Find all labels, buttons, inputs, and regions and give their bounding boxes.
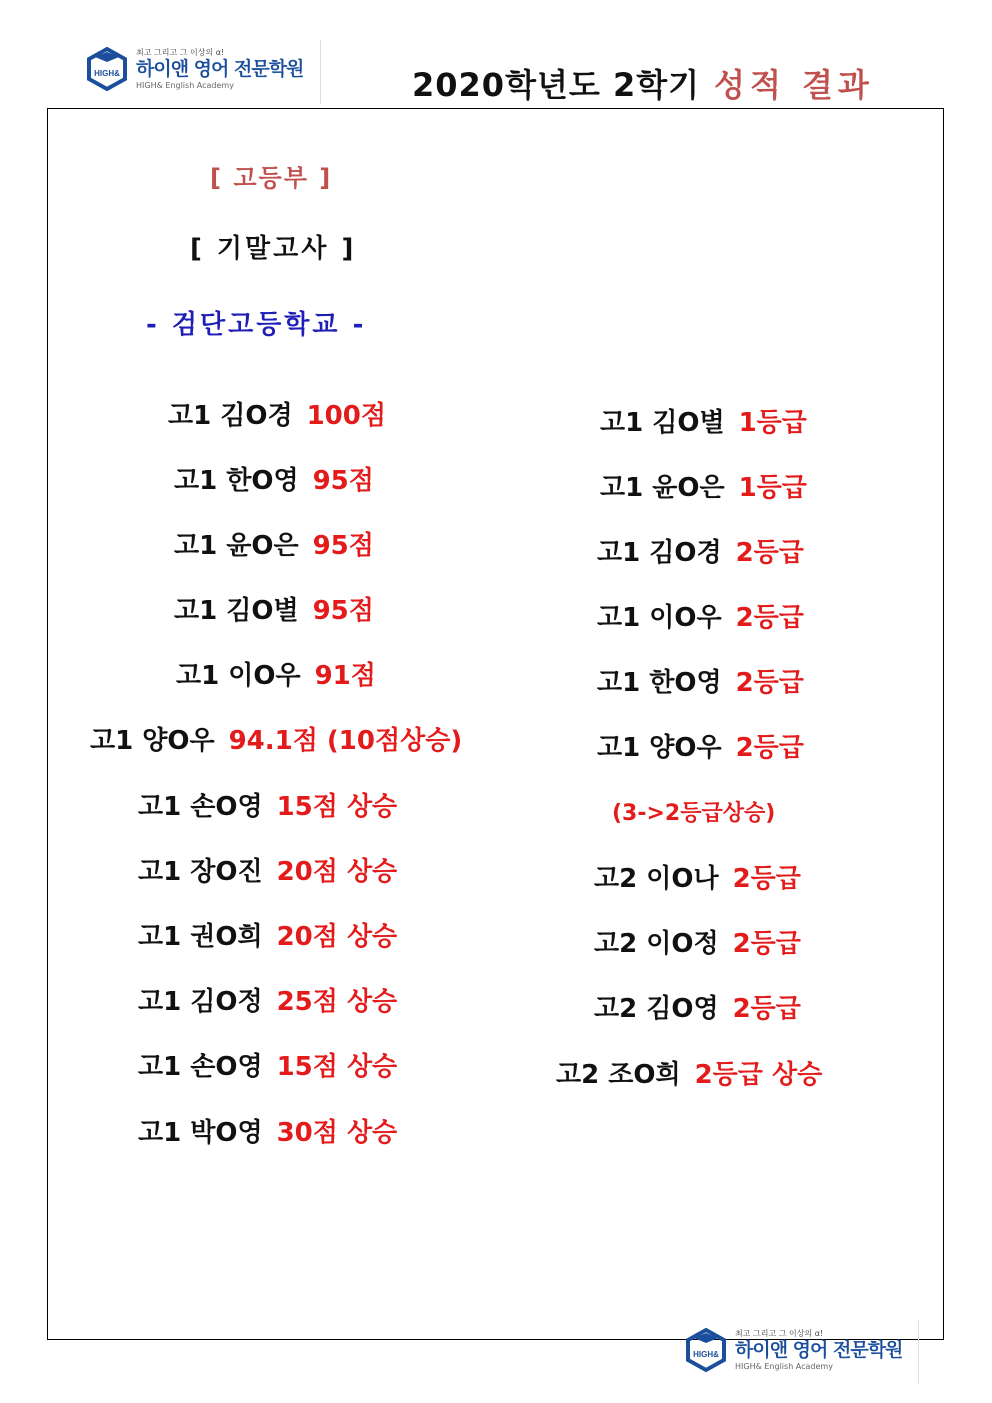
- academy-logo-top: [84, 46, 303, 92]
- left-result-row: [138, 1046, 397, 1083]
- student-name: 고1 김O정: [138, 987, 263, 1017]
- student-grade: 2등급 상승: [694, 1060, 823, 1090]
- student-name: 고1 양O우: [597, 733, 722, 763]
- student-score: 95점: [312, 531, 374, 561]
- right-result-row: [597, 597, 804, 634]
- logo-divider: [918, 1320, 919, 1384]
- left-result-row: [138, 981, 397, 1018]
- left-result-row: [168, 395, 386, 432]
- student-score: 95점: [312, 466, 374, 496]
- student-name: 고1 박O영: [138, 1118, 263, 1148]
- student-grade: 2등급: [732, 929, 801, 959]
- student-name: 고1 김O별: [174, 596, 299, 626]
- student-name: 고1 한O영: [174, 466, 299, 496]
- right-result-row: [600, 467, 807, 504]
- student-name: 고1 한O영: [597, 668, 722, 698]
- student-name: 고1 김O별: [600, 408, 725, 438]
- student-name: 고1 윤O은: [174, 531, 299, 561]
- logo-badge: HIGH&: [94, 69, 120, 78]
- student-score: 91점: [314, 661, 376, 691]
- left-result-row: [176, 655, 376, 692]
- logo-tagline: 최고 그리고 그 이상의 α!: [735, 1328, 824, 1338]
- student-score: 100점: [306, 401, 386, 431]
- right-result-row: [556, 1054, 822, 1091]
- right-result-row: [594, 923, 801, 960]
- student-grade: 1등급: [738, 473, 807, 503]
- student-score: 15점 상승: [276, 792, 398, 822]
- student-name: 고1 윤O은: [600, 473, 725, 503]
- student-name: 고1 이O우: [597, 603, 722, 633]
- academy-logo-bottom: [683, 1327, 902, 1373]
- student-grade: 2등급: [732, 994, 801, 1024]
- student-name: 고2 김O영: [594, 994, 719, 1024]
- student-name: 고1 권O희: [138, 922, 263, 952]
- left-result-row: [90, 720, 462, 757]
- student-name: 고1 장O진: [138, 857, 263, 887]
- student-name: 고2 이O나: [594, 864, 719, 894]
- student-name: 고1 양O우: [90, 726, 215, 756]
- page-title: [412, 60, 874, 106]
- graduation-cap-hexagon-icon: [84, 46, 130, 92]
- left-result-row: [174, 590, 374, 627]
- logo-tagline: 최고 그리고 그 이상의 α!: [136, 47, 225, 57]
- left-result-row: [138, 916, 397, 953]
- graduation-cap-hexagon-icon: [683, 1327, 729, 1373]
- student-name: 고1 손O영: [138, 792, 263, 822]
- student-score: 20점 상승: [276, 922, 398, 952]
- student-score: 94.1점 (10점상승): [228, 726, 463, 756]
- grade-increase-note: (3->2등급상승): [612, 801, 776, 826]
- title-results: 성적 결과: [714, 66, 874, 104]
- logo-name: 하이앤 영어 전문학원: [735, 1338, 903, 1361]
- student-grade: 2등급: [735, 538, 804, 568]
- student-grade: 2등급: [732, 864, 801, 894]
- right-result-row: [597, 727, 804, 764]
- left-result-row: [138, 786, 397, 823]
- logo-name: 하이앤 영어 전문학원: [136, 57, 304, 80]
- left-result-row: [174, 525, 374, 562]
- right-result-row: [597, 662, 804, 699]
- student-score: 95점: [312, 596, 374, 626]
- title-year-term: 2020학년도 2학기: [412, 66, 701, 104]
- left-result-row: [138, 851, 397, 888]
- student-score: 25점 상승: [276, 987, 398, 1017]
- student-grade: 1등급: [738, 408, 807, 438]
- right-result-row: [600, 402, 807, 439]
- student-name: 고1 이O우: [176, 661, 301, 691]
- student-name: 고2 이O정: [594, 929, 719, 959]
- student-name: 고1 김O경: [168, 401, 293, 431]
- student-name: 고1 김O경: [597, 538, 722, 568]
- logo-subtitle: HIGH& English Academy: [735, 1361, 833, 1371]
- department-heading: [ 고등부 ]: [210, 164, 333, 192]
- student-grade: 2등급: [735, 603, 804, 633]
- student-score: 15점 상승: [276, 1052, 398, 1082]
- right-result-row: [594, 858, 801, 895]
- logo-divider: [320, 40, 321, 104]
- student-score: 30점 상승: [276, 1118, 398, 1148]
- right-result-row: [597, 532, 804, 569]
- student-name: 고1 손O영: [138, 1052, 263, 1082]
- logo-badge: HIGH&: [693, 1350, 719, 1359]
- student-grade: 2등급: [735, 668, 804, 698]
- school-heading: - 검단고등학교 -: [146, 310, 367, 340]
- student-grade: 2등급: [735, 733, 804, 763]
- logo-subtitle: HIGH& English Academy: [136, 80, 234, 90]
- student-name: 고2 조O희: [556, 1060, 681, 1090]
- exam-heading: [ 기말고사 ]: [190, 234, 357, 264]
- student-score: 20점 상승: [276, 857, 398, 887]
- right-result-row: [594, 988, 801, 1025]
- left-result-row: [138, 1112, 397, 1149]
- left-result-row: [174, 460, 374, 497]
